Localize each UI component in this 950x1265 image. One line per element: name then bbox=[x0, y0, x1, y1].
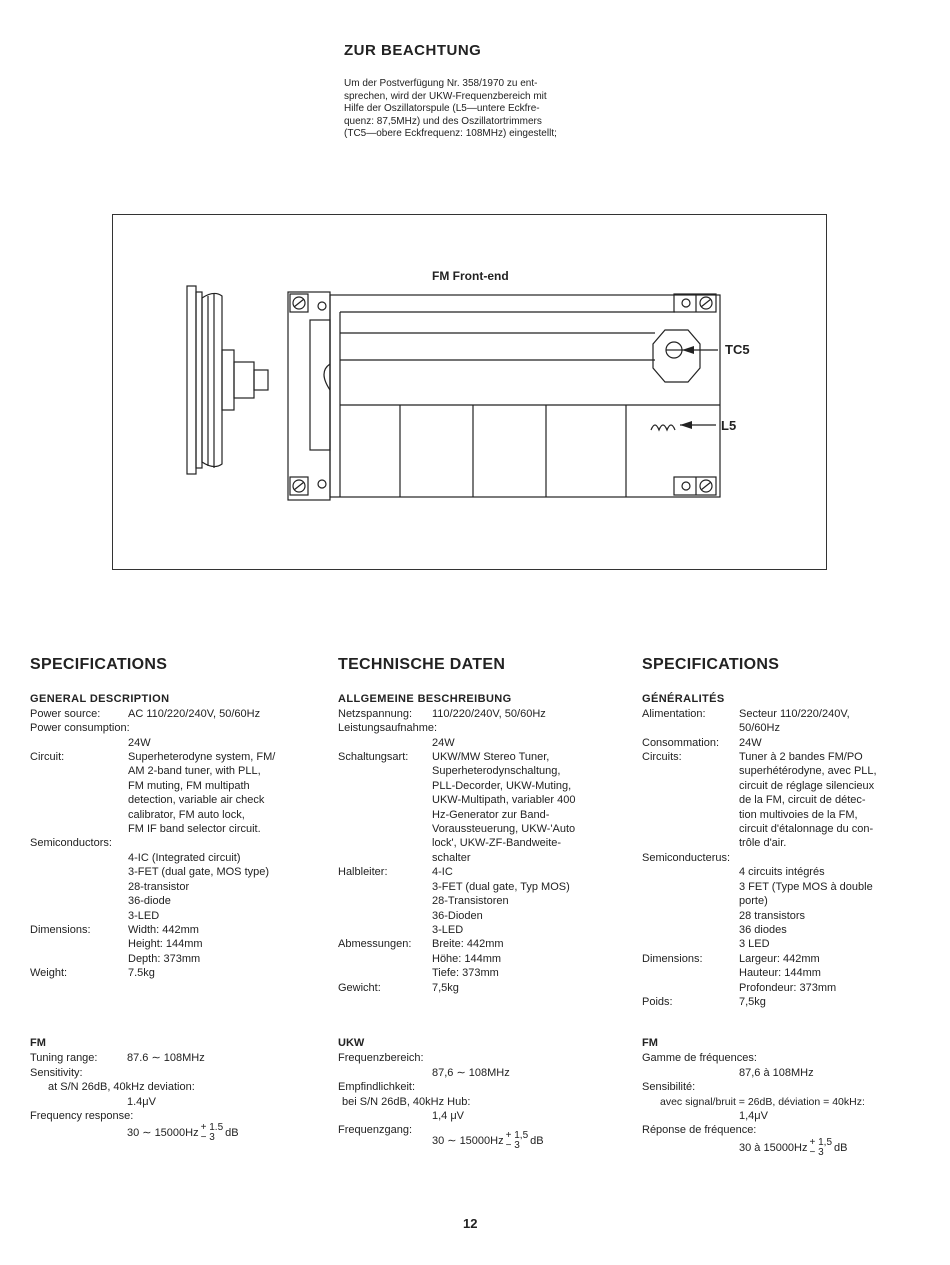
spec-key: Consommation: bbox=[642, 736, 720, 749]
notice-title: ZUR BEACHTUNG bbox=[344, 42, 482, 59]
column-heading: SPECIFICATIONS bbox=[642, 656, 780, 673]
line: 3 LED bbox=[739, 938, 770, 951]
spec-key: Circuit: bbox=[30, 751, 65, 764]
spec-key: Dimensions: bbox=[30, 923, 91, 936]
line: trôle d'air. bbox=[739, 837, 787, 850]
spec-value: 7,5kg bbox=[432, 981, 459, 994]
spec-key: Tuning range: bbox=[30, 1052, 98, 1065]
line: Hz-Generator zur Band- bbox=[432, 808, 550, 821]
spec-value bbox=[30, 851, 302, 923]
line: UKW-Multipath, variabler 400 bbox=[432, 794, 576, 807]
spec-key: Power consumption: bbox=[30, 722, 130, 735]
line: Width: 442mm bbox=[128, 923, 199, 936]
spec-value bbox=[739, 952, 917, 995]
spec-value: 1,4μV bbox=[739, 1110, 768, 1123]
freq-range: 30 ∼ 15000Hz bbox=[127, 1127, 199, 1140]
spec-key: Empfindlichkeit: bbox=[338, 1081, 416, 1094]
section-heading: ALLGEMEINE BESCHREIBUNG bbox=[338, 693, 512, 706]
tol-plus: + 1,5 bbox=[505, 1130, 529, 1142]
spec-value bbox=[128, 923, 302, 966]
line: 4-IC (Integrated circuit) bbox=[128, 851, 241, 864]
spec-value bbox=[30, 1123, 302, 1143]
spec-key: Leistungsaufnahme: bbox=[338, 722, 438, 735]
spec-key: Halbleiter: bbox=[338, 866, 388, 879]
line: Breite: 442mm bbox=[432, 938, 504, 951]
spec-value: 7,5kg bbox=[739, 995, 766, 1008]
line: de la FM, circuit de détec- bbox=[739, 794, 866, 807]
line: 3-LED bbox=[128, 909, 160, 922]
spec-column-de bbox=[338, 658, 610, 995]
spec-key: Weight: bbox=[30, 967, 68, 980]
section-heading: FM bbox=[642, 1037, 658, 1049]
shaft bbox=[234, 362, 254, 398]
diagram-title: FM Front-end bbox=[432, 269, 509, 283]
notice-line: (TC5—obere Eckfrequenz: 108MHz) eingestellt; bbox=[344, 128, 557, 139]
line: FM muting, FM multipath bbox=[128, 779, 250, 792]
spec-value: 24W bbox=[128, 736, 151, 749]
notice-line: quenz: 87,5MHz) und des Oszillatortrimmers bbox=[344, 115, 542, 127]
spec-key: Dimensions: bbox=[642, 952, 703, 965]
tc5-trimmer bbox=[653, 330, 700, 382]
line: Tiefe: 373mm bbox=[432, 967, 499, 980]
line: Hauteur: 144mm bbox=[739, 967, 821, 980]
line: 28-Transistoren bbox=[432, 895, 509, 908]
page-number: 12 bbox=[463, 1216, 478, 1231]
line: Superheterodyne system, FM/ bbox=[128, 751, 276, 764]
line: schalter bbox=[432, 851, 471, 864]
line: 28-transistor bbox=[128, 880, 190, 893]
notice-line: Hilfe der Oszillatorspule (L5—untere Eckfre- bbox=[344, 103, 540, 114]
spec-value: 24W bbox=[432, 736, 455, 749]
line: circuit d'étalonnage du con- bbox=[739, 823, 874, 836]
column-heading: SPECIFICATIONS bbox=[30, 656, 168, 673]
line: 36-diode bbox=[128, 895, 171, 908]
tolerance bbox=[201, 1123, 224, 1143]
spec-key: Netzspannung: bbox=[338, 707, 412, 720]
tol-plus: + 1.5 bbox=[200, 1122, 224, 1134]
spec-value: 1.4μV bbox=[127, 1095, 156, 1108]
tol-minus: − 3 bbox=[505, 1140, 520, 1152]
spec-key: Semiconductors: bbox=[30, 837, 112, 850]
unit: dB bbox=[225, 1127, 239, 1140]
fm-specs-en bbox=[30, 1036, 302, 1143]
notice-line: Um der Postverfügung Nr. 358/1970 zu ent- bbox=[344, 78, 538, 89]
spec-value bbox=[739, 750, 917, 851]
line: Superheterodynschaltung, bbox=[432, 765, 561, 778]
line: Höhe: 144mm bbox=[432, 952, 502, 965]
spec-value: 87,6 à 108MHz bbox=[739, 1066, 814, 1079]
spec-value: 7.5kg bbox=[128, 967, 155, 980]
spec-value bbox=[642, 865, 917, 951]
freq-range: 30 à 15000Hz bbox=[739, 1141, 808, 1154]
tolerance bbox=[506, 1131, 529, 1151]
line: 36-Dioden bbox=[432, 909, 483, 922]
shaft-collar bbox=[222, 350, 234, 410]
pulley-outer bbox=[187, 286, 196, 474]
line: 4-IC bbox=[432, 866, 453, 879]
spec-column-fr bbox=[642, 658, 917, 1009]
spec-value bbox=[128, 750, 302, 836]
spec-key: Semiconducterus: bbox=[642, 851, 731, 864]
spec-value bbox=[432, 750, 610, 865]
spec-column-en bbox=[30, 658, 302, 981]
line: Height: 144mm bbox=[128, 938, 203, 951]
spec-value bbox=[432, 865, 610, 937]
line: 3 FET (Type MOS à double bbox=[739, 880, 873, 893]
fm-specs-de bbox=[338, 1036, 610, 1151]
pulley-rim bbox=[196, 292, 202, 468]
unit: dB bbox=[834, 1141, 848, 1154]
line: porte) bbox=[739, 895, 768, 908]
spec-key: Réponse de fréquence: bbox=[642, 1124, 757, 1137]
fm-front-end-diagram bbox=[0, 0, 950, 600]
line: 3-FET (dual gate, Typ MOS) bbox=[432, 880, 570, 893]
spec-condition: bei S/N 26dB, 40kHz Hub: bbox=[342, 1095, 471, 1108]
spec-value bbox=[432, 937, 610, 980]
line: 50/60Hz bbox=[739, 722, 780, 735]
spec-key: Frequenzgang: bbox=[338, 1124, 412, 1137]
spec-key: Frequenzbereich: bbox=[338, 1052, 424, 1065]
line: detection, variable air check bbox=[128, 794, 265, 807]
spec-condition: at S/N 26dB, 40kHz deviation: bbox=[48, 1081, 195, 1094]
label-l5: L5 bbox=[721, 418, 737, 433]
line: 36 diodes bbox=[739, 923, 787, 936]
section-heading: FM bbox=[30, 1037, 46, 1049]
notice-line: sprechen, wird der UKW-Frequenzbereich mit bbox=[344, 90, 547, 102]
tol-plus: + 1,5 bbox=[809, 1136, 833, 1148]
spec-value bbox=[432, 1123, 610, 1151]
line: tion multivoies de la FM, bbox=[739, 808, 858, 821]
spec-key: Sensitivity: bbox=[30, 1066, 83, 1079]
spec-value: 87,6 ∼ 108MHz bbox=[432, 1066, 510, 1079]
line: lock', UKW-ZF-Bandweite- bbox=[432, 837, 562, 850]
spec-value: 1,4 μV bbox=[432, 1110, 465, 1123]
spec-value bbox=[642, 1138, 917, 1158]
line: calibrator, FM auto lock, bbox=[128, 808, 245, 821]
tol-minus: − 3 bbox=[200, 1132, 215, 1144]
line: Depth: 373mm bbox=[128, 952, 201, 965]
line: UKW/MW Stereo Tuner, bbox=[432, 751, 550, 764]
line: Largeur: 442mm bbox=[739, 952, 820, 965]
spec-key: Gamme de fréquences: bbox=[642, 1052, 757, 1065]
line: Secteur 110/220/240V, bbox=[739, 707, 850, 720]
spec-key: Gewicht: bbox=[338, 981, 381, 994]
line: 28 transistors bbox=[739, 909, 806, 922]
line: 3-LED bbox=[432, 923, 464, 936]
line: Tuner à 2 bandes FM/PO bbox=[739, 751, 863, 764]
line: 4 circuits intégrés bbox=[739, 866, 825, 879]
l5-coil bbox=[651, 425, 675, 430]
spec-key: Circuits: bbox=[642, 751, 682, 764]
line: FM IF band selector circuit. bbox=[128, 823, 261, 836]
spec-key: Sensibilité: bbox=[642, 1081, 696, 1094]
spec-key: Alimentation: bbox=[642, 707, 706, 720]
column-heading: TECHNISCHE DATEN bbox=[338, 656, 506, 673]
spec-key: Power source: bbox=[30, 707, 101, 720]
spec-value: 24W bbox=[739, 736, 762, 749]
line: superhétérodyne, avec PLL, bbox=[739, 765, 877, 778]
line: Profondeur: 373mm bbox=[739, 981, 837, 994]
section-heading: GÉNÉRALITÉS bbox=[642, 693, 725, 706]
freq-range: 30 ∼ 15000Hz bbox=[432, 1135, 504, 1148]
spec-key: Schaltungsart: bbox=[338, 751, 409, 764]
chassis bbox=[330, 295, 720, 497]
line: 3-FET (dual gate, MOS type) bbox=[128, 866, 270, 879]
label-tc5: TC5 bbox=[725, 342, 750, 357]
line: circuit de réglage silencieux bbox=[739, 779, 875, 792]
spec-value: 110/220/240V, 50/60Hz bbox=[432, 707, 546, 720]
spec-key: Frequency response: bbox=[30, 1110, 134, 1123]
pulley-body bbox=[202, 293, 222, 466]
spec-condition: avec signal/bruit = 26dB, déviation = 40kHz: bbox=[660, 1095, 865, 1108]
section-heading: UKW bbox=[338, 1037, 365, 1049]
tolerance bbox=[810, 1138, 833, 1158]
spec-value: AC 110/220/240V, 50/60Hz bbox=[128, 707, 261, 720]
line: AM 2-band tuner, with PLL, bbox=[128, 765, 261, 778]
spec-value bbox=[739, 707, 917, 736]
spec-value: 87.6 ∼ 108MHz bbox=[127, 1052, 205, 1065]
unit: dB bbox=[530, 1135, 544, 1148]
fm-specs-fr bbox=[642, 1036, 917, 1158]
tol-minus: − 3 bbox=[809, 1146, 824, 1158]
spec-key: Abmessungen: bbox=[338, 938, 412, 951]
line: PLL-Decorder, UKW-Muting, bbox=[432, 779, 572, 792]
left-bracket bbox=[288, 292, 330, 500]
section-heading: GENERAL DESCRIPTION bbox=[30, 693, 170, 706]
line: Voraussteuerung, UKW-'Auto bbox=[432, 823, 576, 836]
spec-key: Poids: bbox=[642, 995, 673, 1008]
